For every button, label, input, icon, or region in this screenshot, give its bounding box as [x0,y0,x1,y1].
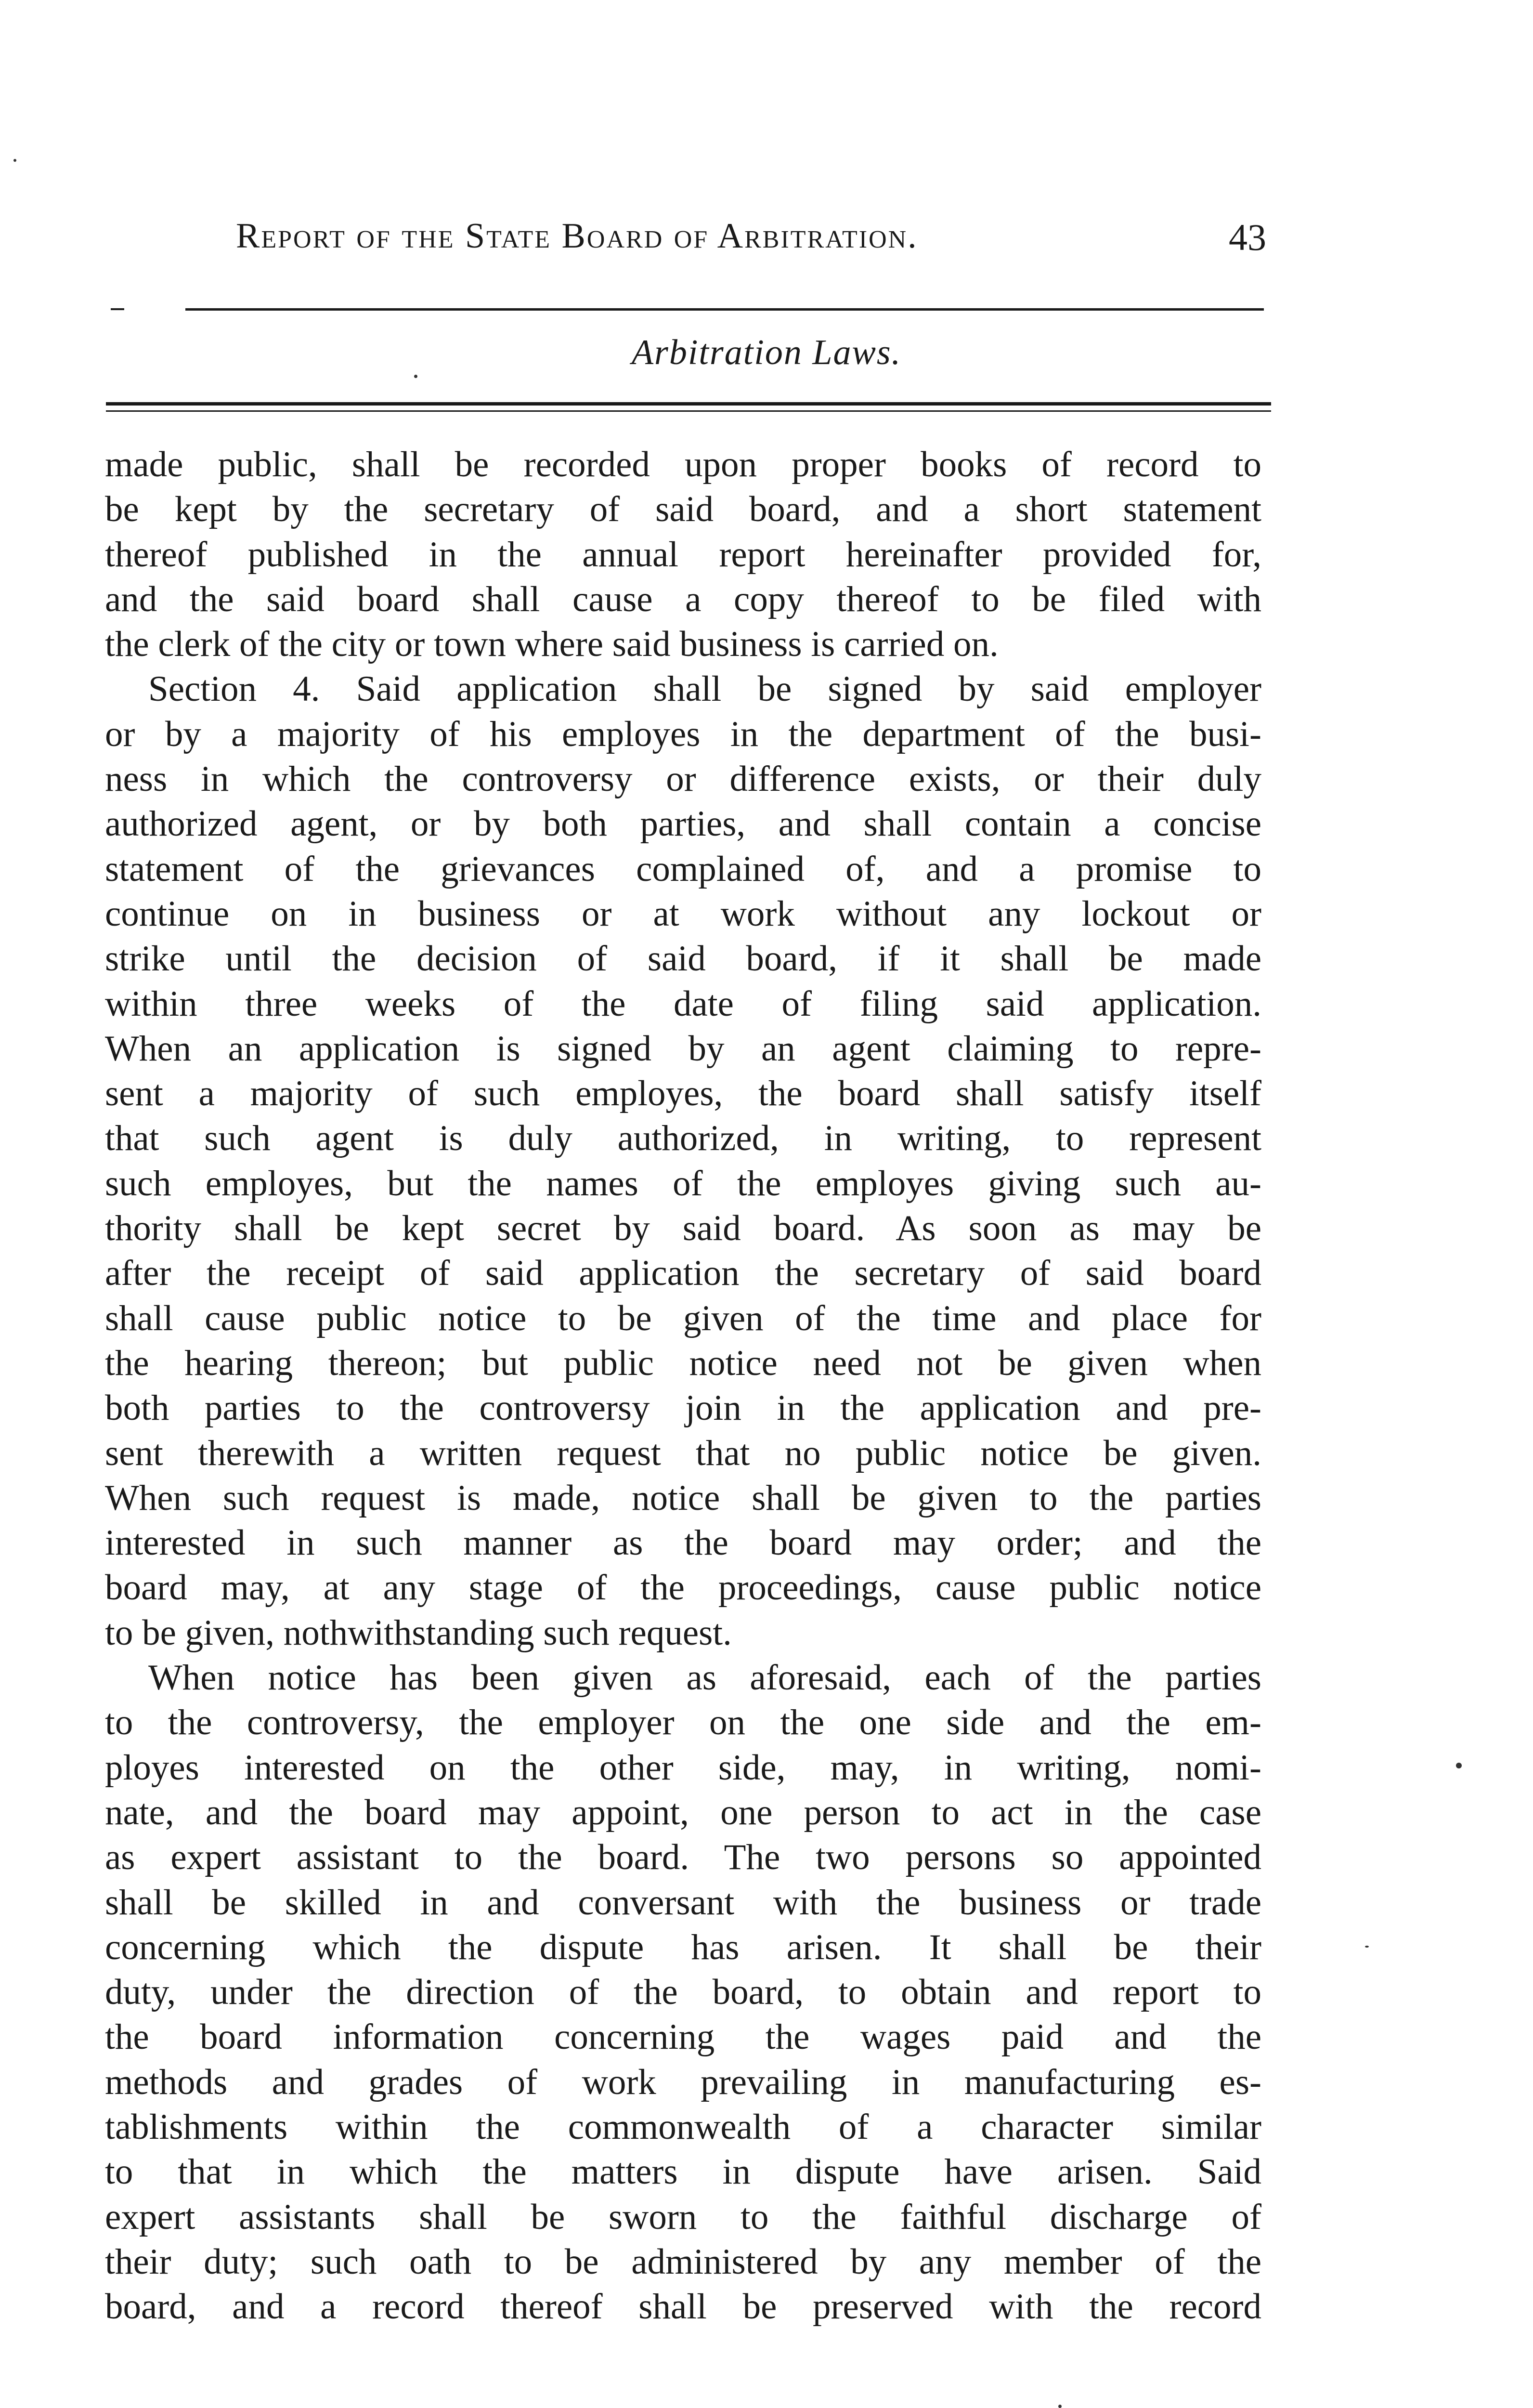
text-line: made public, shall be recorded upon proper books of record to [105,445,1261,484]
text-line: expert assistants shall be sworn to the faithful discharge of [105,2197,1261,2237]
text-line: the hearing thereon; but public notice need not be given when [105,1343,1261,1383]
running-head-title: Report of the State Board of Arbitration. [236,216,918,256]
text-line: both parties to the controversy join in the application and pre- [105,1388,1261,1428]
text-line: nate, and the board may appoint, one person to act in the case [105,1792,1261,1832]
text-line: to be given, nothwithstanding such request. [105,1612,732,1653]
text-line: continue on in business or at work without any lockout or [105,893,1261,934]
scan-speck [414,375,417,378]
text-line: thority shall be kept secret by said board. As soon as may be [105,1208,1261,1249]
text-line: thereof published in the annual report hereinafter provided for, [105,534,1261,575]
header-rule [185,308,1264,311]
scan-speck [1058,2405,1062,2408]
text-line: authorized agent, or by both parties, and shall contain a concise [105,804,1261,844]
text-line: as expert assistant to the board. The two persons so appointed [105,1837,1261,1878]
text-line: that such agent is duly authorized, in writing, to represent [105,1118,1261,1159]
text-line: within three weeks of the date of filing said application. [105,983,1261,1024]
header-rule-dash [111,308,124,310]
section-heading: Arbitration Laws. [631,333,902,372]
text-line: such employes, but the names of the employes giving such au- [105,1163,1261,1204]
scan-speck [1365,1946,1369,1948]
text-line: be kept by the secretary of said board, and a short statement [105,489,1261,530]
scan-speck [13,159,16,162]
text-line: sent a majority of such employes, the board shall satisfy itself [105,1073,1261,1114]
section-rule-thick [106,402,1271,406]
text-line: ployes interested on the other side, may, in writing, nomi- [105,1747,1261,1788]
text-line: When an application is signed by an agent claiming to repre- [105,1028,1261,1069]
text-line: the board information concerning the wages paid and the [105,2017,1261,2057]
text-line: to the controversy, the employer on the one side and the em- [105,1702,1261,1743]
text-line: ness in which the controversy or difference exists, or their duly [105,759,1261,799]
text-line: strike until the decision of said board, if it shall be made [105,939,1261,979]
text-line: When notice has been given as aforesaid, each of the parties [148,1658,1261,1698]
text-line: shall cause public notice to be given of the time and place for [105,1298,1261,1338]
text-line: Section 4. Said application shall be signed by said employer [148,669,1261,709]
text-line: their duty; such oath to be administered by any member of the [105,2241,1261,2282]
text-line: statement of the grievances complained of, and a promise to [105,849,1261,889]
text-line: board may, at any stage of the proceedings, cause public notice [105,1568,1261,1608]
text-line: shall be skilled in and conversant with the business or trade [105,1882,1261,1923]
text-line: duty, under the direction of the board, to obtain and report to [105,1972,1261,2013]
text-line: after the receipt of said application the secretary of said board [105,1253,1261,1294]
text-line: tablishments within the commonwealth of a character similar [105,2107,1261,2147]
text-line: or by a majority of his employes in the department of the busi- [105,714,1261,754]
text-line: board, and a record thereof shall be preserved with the record [105,2287,1261,2327]
scan-speck [1456,1763,1462,1768]
text-line: the clerk of the city or town where said business is carried on. [105,624,999,665]
text-line: concerning which the dispute has arisen. It shall be their [105,1927,1261,1967]
body-text [105,442,1261,2329]
text-line: interested in such manner as the board may order; and the [105,1523,1261,1563]
text-line: sent therewith a written request that no public notice be given. [105,1433,1261,1473]
text-line: and the said board shall cause a copy thereof to be filed with [105,579,1261,619]
text-line: to that in which the matters in dispute have arisen. Said [105,2152,1261,2192]
section-rule-thin [106,410,1271,412]
page-number: 43 [1229,216,1266,258]
text-line: methods and grades of work prevailing in manufacturing es- [105,2062,1261,2102]
text-line: When such request is made, notice shall be given to the parties [105,1478,1261,1518]
